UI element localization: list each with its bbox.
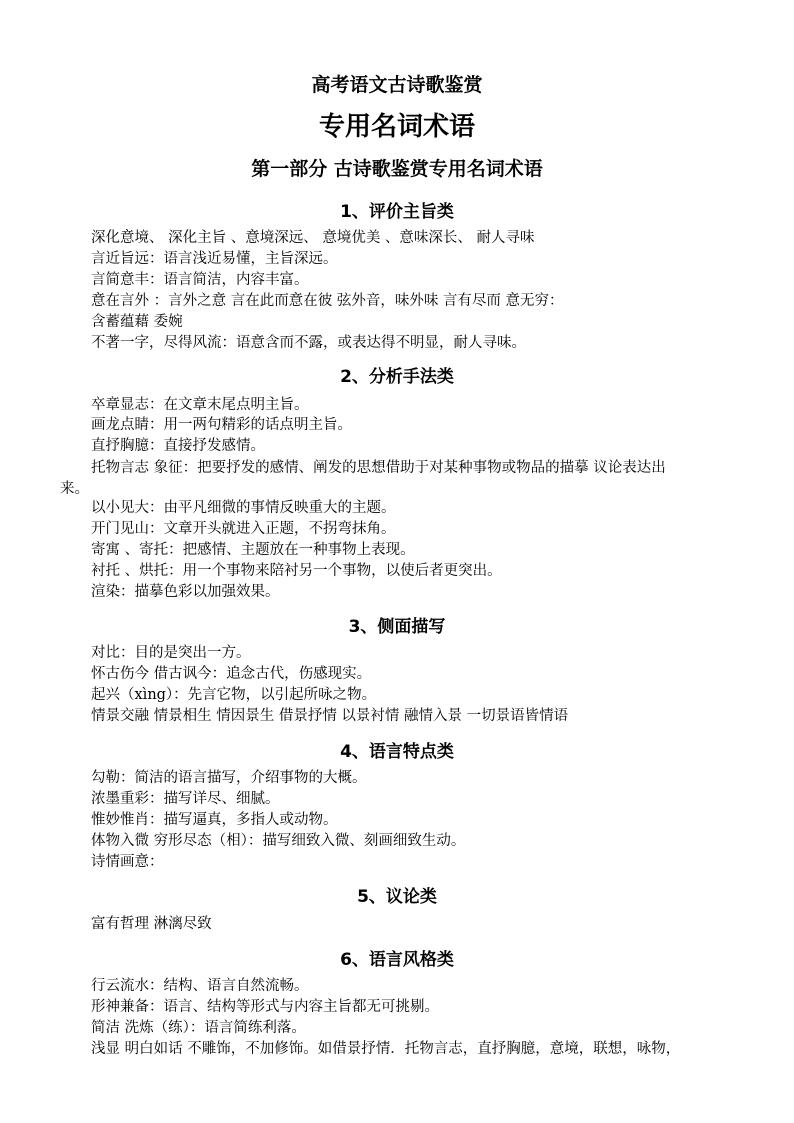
text-line: 浅显 明白如话 不雕饰，不加修饰。如借景抒情．托物言志，直抒胸臆，意境，联想，咏物， bbox=[91, 1041, 681, 1057]
text-line: 勾勒：简洁的语言描写，介绍事物的大概。 bbox=[91, 770, 367, 786]
text-line: 渲染：描摹色彩以加强效果。 bbox=[91, 584, 280, 600]
text-line: 深化意境、 深化主旨 、意境深远、 意境优美 、意味深长、 耐人寻味 bbox=[91, 230, 535, 246]
section-heading: 1、评价主旨类 bbox=[340, 202, 454, 222]
text-line: 寄寓 、寄托：把感情、主题放在一种事物上表现。 bbox=[91, 542, 415, 558]
text-line: 以小见大：由平凡细微的事情反映重大的主题。 bbox=[91, 500, 396, 516]
text-line: 托物言志 象征：把要抒发的感情、阐发的思想借助于对某种事物或物品的描摹 议论表达出 bbox=[91, 460, 666, 476]
section-heading: 4、语言特点类 bbox=[340, 742, 454, 762]
text-line: 行云流水：结构、语言自然流畅。 bbox=[91, 978, 309, 994]
text-line: 浓墨重彩：描写详尽、细腻。 bbox=[91, 791, 280, 807]
text-line: 含蓄蕴藉 委婉 bbox=[91, 314, 183, 330]
text-line: 画龙点睛：用一两句精彩的话点明主旨。 bbox=[91, 417, 352, 433]
text-line: 起兴（xìng）：先言它物，以引起所咏之物。 bbox=[91, 687, 377, 703]
document-title: 高考语文古诗歌鉴赏 bbox=[311, 74, 483, 96]
text-line: 情景交融 情景相生 情因景生 借景抒情 以景衬情 融情入景 一切景语皆情语 bbox=[91, 708, 569, 724]
text-line: 来。 bbox=[60, 481, 89, 497]
text-line: 诗情画意： bbox=[91, 854, 164, 870]
text-line: 体物入微 穷形尽态（相）：描写细致入微、刻画细致生动。 bbox=[91, 833, 466, 849]
text-line: 卒章显志：在文章末尾点明主旨。 bbox=[91, 397, 309, 413]
text-line: 惟妙惟肖：描写逼真，多指人或动物。 bbox=[91, 812, 338, 828]
text-line: 直抒胸臆：直接抒发感情。 bbox=[91, 438, 265, 454]
section-heading: 3、侧面描写 bbox=[348, 617, 446, 637]
text-line: 对比：目的是突出一方。 bbox=[91, 645, 251, 661]
document-subtitle: 专用名词术语 bbox=[318, 112, 475, 142]
text-line: 言简意丰：语言简洁，内容丰富。 bbox=[91, 272, 309, 288]
text-line: 开门见山：文章开头就进入正题，不拐弯抹角。 bbox=[91, 521, 396, 537]
text-line: 富有哲理 淋漓尽致 bbox=[91, 916, 212, 932]
text-line: 简洁 洗炼（练）：语言简练利落。 bbox=[91, 1020, 306, 1036]
section-heading: 2、分析手法类 bbox=[340, 367, 454, 387]
text-line: 形神兼备：语言、结构等形式与内容主旨都无可挑剔。 bbox=[91, 999, 439, 1015]
section-heading: 5、议论类 bbox=[357, 887, 437, 907]
part-heading: 第一部分 古诗歌鉴赏专用名词术语 bbox=[251, 158, 543, 180]
text-line: 言近旨远：语言浅近易懂，主旨深远。 bbox=[91, 251, 338, 267]
section-heading: 6、语言风格类 bbox=[340, 950, 454, 970]
text-line: 怀古伤今 借古讽今：追念古代，伤感现实。 bbox=[91, 666, 372, 682]
text-line: 衬托 、烘托：用一个事物来陪衬另一个事物，以使后者更突出。 bbox=[91, 563, 502, 579]
text-line: 不著一字，尽得风流：语意含而不露，或表达得不明显，耐人寻味。 bbox=[91, 335, 526, 351]
text-line: 意在言外 ：言外之意 言在此而意在彼 弦外音，味外味 言有尽而 意无穷： bbox=[91, 293, 564, 309]
